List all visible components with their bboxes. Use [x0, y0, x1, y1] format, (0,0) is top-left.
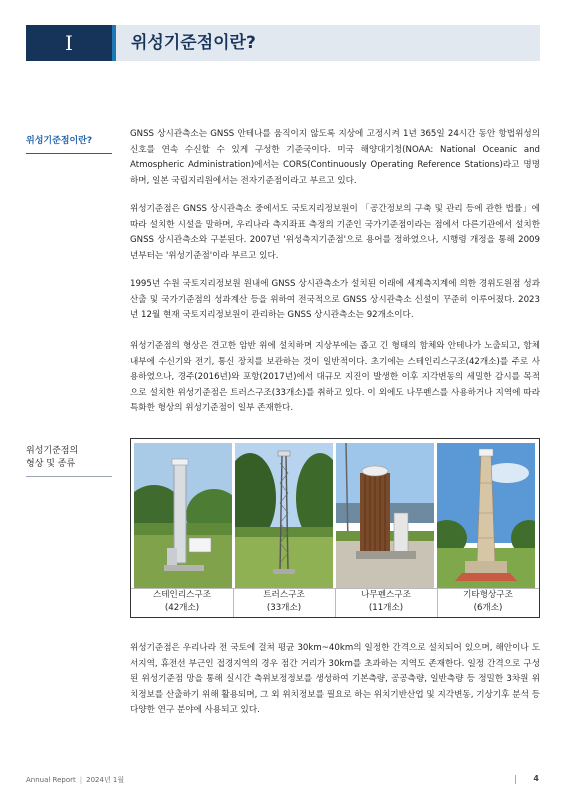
header-accent-bar	[112, 25, 116, 61]
paragraph-3: 1995년 수원 국토지리정보원 원내에 GNSS 상시관측소가 설치된 이래에 세계측지계에 의한 경위도원점 성과산출 및 국가기준점의 성과계산 등을 위하여 전국적으로 GNSS 상시관측소 신설이 꾸준히 이루어졌다. 2023년 12월 현재 국토지리정보원이 관리하는 GNSS 상시관측소는 92개소이다.	[130, 279, 540, 320]
photo-wood-fence-structure	[336, 443, 434, 588]
page-number-divider	[515, 775, 516, 784]
sidebar-divider	[26, 153, 112, 154]
caption-stainless	[131, 589, 233, 617]
caption-wood-fence-count: (11개소)	[368, 603, 404, 613]
chapter-header	[26, 25, 540, 61]
sidebar-section-title-2	[26, 445, 78, 471]
caption-other-shape-name: 기타형상구조	[463, 590, 513, 600]
footer-separator: |	[79, 776, 83, 784]
station-type-gallery	[130, 438, 540, 618]
caption-truss-count: (33개소)	[266, 603, 302, 613]
paragraph-4: 위성기준점의 형상은 견고한 암반 위에 설치하며 지상부에는 좁고 긴 형태의 함체와 안테나가 노출되고, 함체 내부에 수신기와 전기, 통신 장치를 보관하는 것이 일반적이다. 초기에는 스테인리스구조(42개소)를 주로 사용하였으나, 경주(2016년)와 포항(2017년)에서 대규모 지진이 발생한 이후 지각변동의 세밀한 감시를 목적으로 설치한 위성기준점은 트러스구조(33개소)를 취하고 있다. 이 외에도 나무펜스를 사용하거나 지역에 따라 특화한 형상의 위성기준점이 일부 존재한다.	[130, 341, 540, 413]
caption-truss-name: 트러스구조	[263, 590, 305, 600]
footer	[26, 775, 124, 785]
footer-date: 2024년 1월	[86, 776, 125, 784]
sidebar-section-2-line2: 형상 및 종류	[26, 459, 76, 469]
sidebar-section-title: 위성기준점이란?	[26, 136, 93, 146]
caption-truss	[233, 589, 335, 617]
chapter-title: 위성기준점이란?	[131, 33, 256, 53]
caption-other-shape	[437, 589, 539, 617]
footer-report-name: Annual Report	[26, 776, 76, 784]
paragraph-2: 위성기준점은 GNSS 상시관측소 중에서도 국토지리정보원이 「공간정보의 구축 및 관리 등에 관한 법률」에 따라 설치한 시설을 말하며, 우리나라 측지좌표 측정의 기준인 국가기준점이라는 점에서 다른기관에서 설치한 GNSS 상시관측소와 구분된다. 2007년 '위성측지기준점'으로 용어를 정하였으나, 시행령 개정을 통해 2009년부터는 '위성기준점'이라 부르고 있다.	[130, 204, 540, 261]
chapter-number: I	[26, 25, 112, 61]
paragraph-1: GNSS 상시관측소는 GNSS 안테나를 움직이지 않도록 지상에 고정시켜 1년 365일 24시간 동안 항법위성의 신호를 연속 수신할 수 있게 구성한 기준국이다. 미국 해양대기청(NOAA: National Oceanic and Atmospheric Administration)에서는 CORS(Continuously Operating Reference Stations)라고 명명하며, 일본 국립지리원에서는 전자기준점이라고 부르고 있다.	[130, 129, 540, 186]
caption-stainless-count: (42개소)	[164, 603, 200, 613]
photo-truss-structure	[235, 443, 333, 588]
sidebar-divider-2	[26, 476, 112, 477]
caption-wood-fence-name: 나무펜스구조	[361, 590, 411, 600]
paragraph-5: 위성기준점은 우리나라 전 국토에 걸쳐 평균 30km~40km의 일정한 간격으로 설치되어 있으며, 해안이나 도서지역, 휴전선 부근인 접경지역의 경우 점간 거리가 30km를 초과하는 지역도 존재한다. 일정 간격으로 구성된 위성기준점 망을 통해 실시간 측위보정정보를 생성하여 기본측량, 공공측량, 일반측량 등 정밀한 3차원 위치정보를 산출하기 위해 활용되며, 그 외 위치정보를 필요로 하는 위치기반산업 및 지각변동, 기상기후 분석 등 다양한 연구 분야에 사용되고 있다.	[130, 643, 540, 715]
caption-wood-fence	[335, 589, 437, 617]
sidebar-section-2-line1: 위성기준점의	[26, 446, 79, 456]
photo-other-shape-structure	[437, 443, 535, 588]
photo-stainless-structure	[134, 443, 232, 588]
caption-other-shape-count: (6개소)	[473, 603, 503, 613]
caption-stainless-name: 스테인리스구조	[152, 590, 212, 600]
page-number: 4	[533, 774, 539, 783]
